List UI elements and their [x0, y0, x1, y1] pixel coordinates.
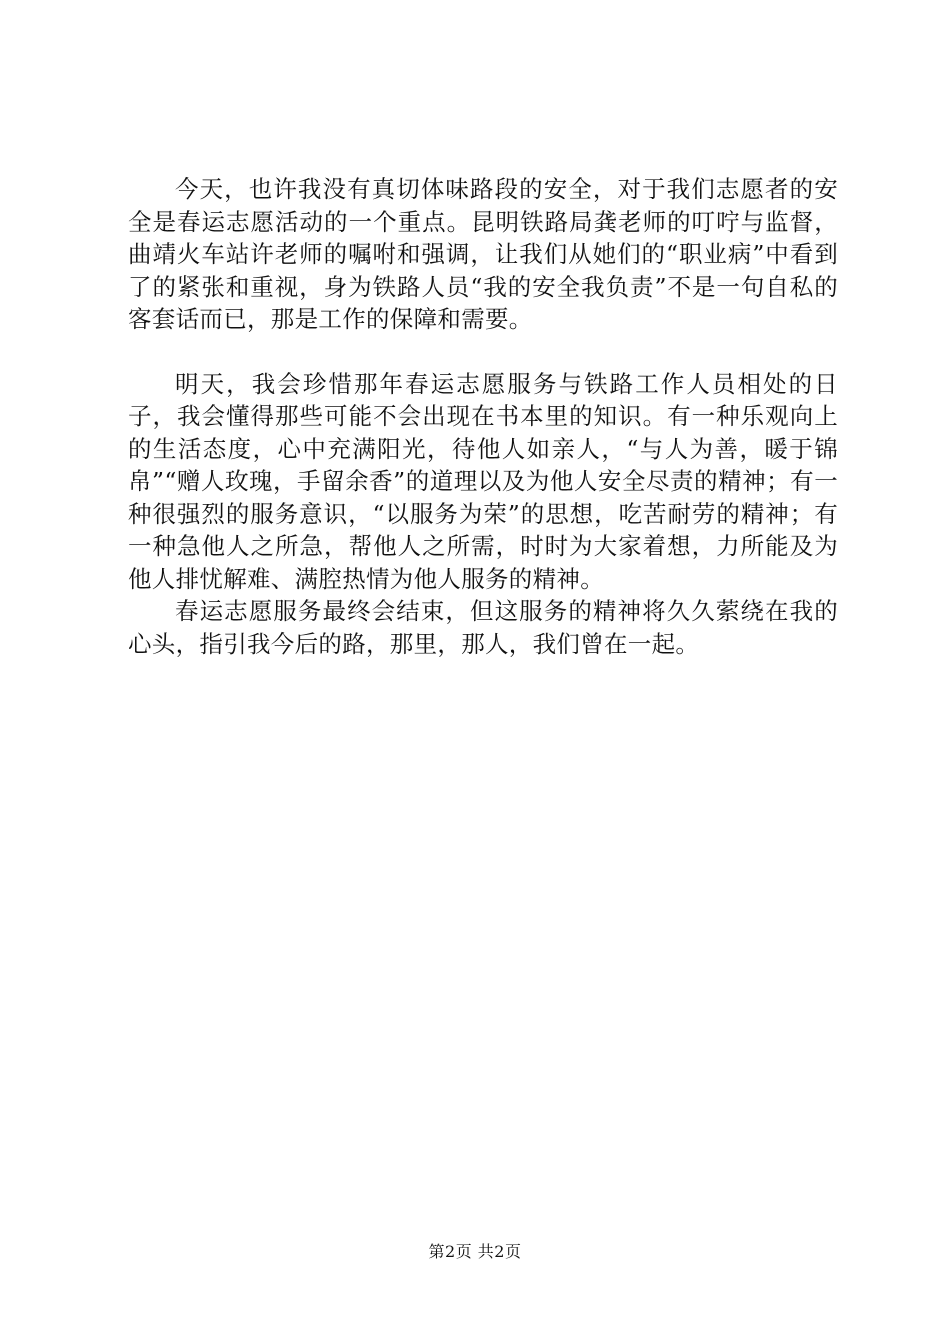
paragraph-conclusion: 春运志愿服务最终会结束，但这服务的精神将久久萦绕在我的心头，指引我今后的路，那里，那人，我们曾在一起。: [128, 597, 838, 658]
document-body: [128, 173, 838, 660]
paragraph-safety: 今天，也许我没有真切体味路段的安全，对于我们志愿者的安全是春运志愿活动的一个重点。昆明铁路局龚老师的叮咛与监督，曲靖火车站许老师的嘱咐和强调，让我们从她们的“职业病”中看到了的紧张和重视，身为铁路人员“我的安全我负责”不是一句自私的客套话而已，那是工作的保障和需要。: [128, 175, 838, 333]
page-footer: 第2页 共2页: [428, 1242, 522, 1261]
paragraph-tomorrow: 明天，我会珍惜那年春运志愿服务与铁路工作人员相处的日子，我会懂得那些可能不会出现在书本里的知识。有一种乐观向上的生活态度，心中充满阳光，待他人如亲人，“与人为善，暖于锦帛”“赠人玫瑰，手留余香”的道理以及为他人安全尽责的精神；有一种很强烈的服务意识，“以服务为荣”的思想，吃苦耐劳的精神；有一种急他人之所急，帮他人之所需，时时为大家着想，力所能及为他人排忧解难、满腔热情为他人服务的精神。: [128, 369, 838, 593]
